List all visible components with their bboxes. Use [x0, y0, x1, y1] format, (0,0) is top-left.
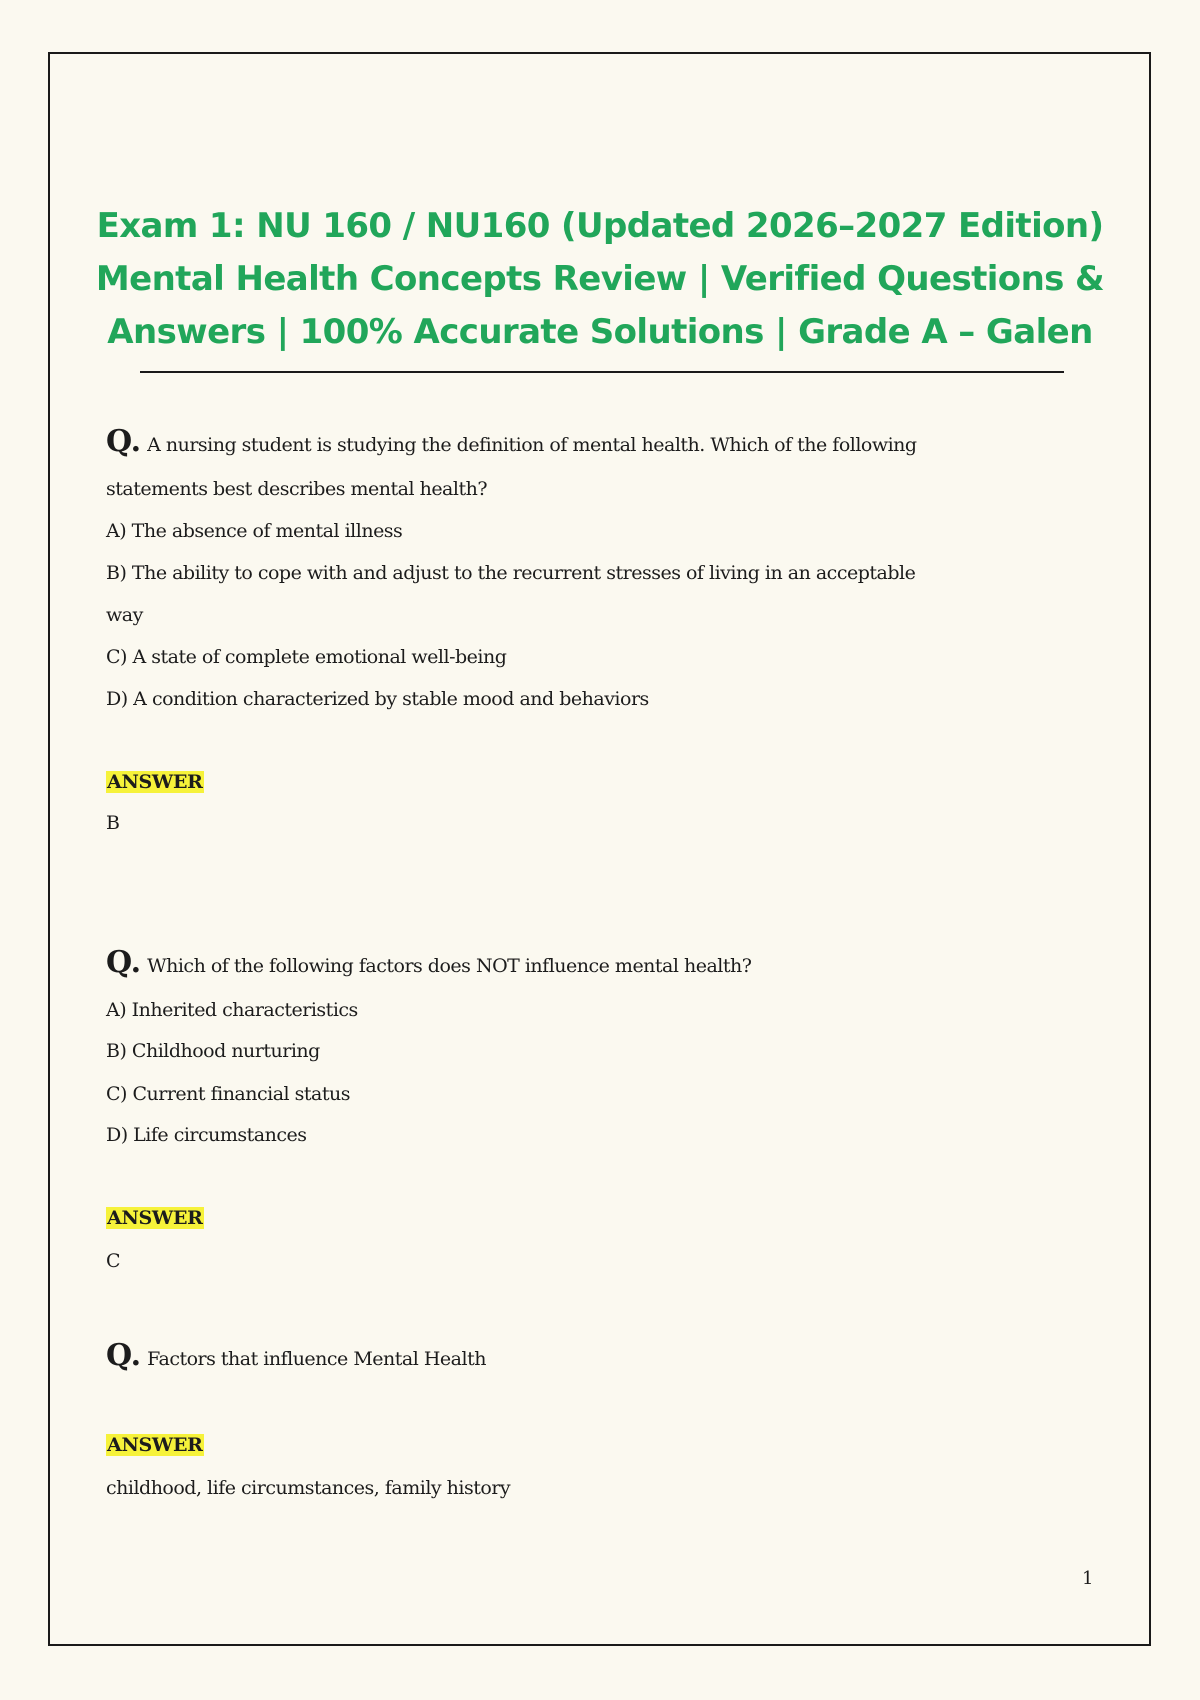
answer-value: B	[106, 812, 120, 834]
answer-label: ANSWER	[107, 771, 203, 793]
title-divider	[140, 371, 1064, 373]
option-b-continued: way	[106, 604, 143, 626]
option-d: D) Life circumstances	[106, 1124, 307, 1146]
title-line: Answers | 100% Accurate Solutions | Grade A – Galen	[107, 312, 1093, 352]
question-marker: Q.	[106, 945, 142, 980]
option-d: D) A condition characterized by stable mood and behaviors	[106, 688, 649, 710]
question-1-stem	[106, 424, 917, 459]
answer-value: C	[106, 1250, 121, 1272]
question-text: statements best describes mental health?	[106, 478, 488, 500]
option-c: C) A state of complete emotional well-being	[106, 646, 507, 668]
answer-label: ANSWER	[107, 1434, 203, 1456]
title-line: Mental Health Concepts Review | Verified Questions &	[95, 259, 1105, 299]
question-text: A nursing student is studying the definition of mental health. Which of the following	[147, 434, 917, 456]
page-number: 1	[1082, 1568, 1094, 1589]
question-text: Factors that influence Mental Health	[147, 1348, 486, 1370]
answer-label: ANSWER	[107, 1207, 203, 1229]
option-a: A) The absence of mental illness	[106, 520, 403, 542]
document-title	[0, 200, 1200, 359]
answer-value: childhood, life circumstances, family history	[106, 1477, 511, 1499]
question-marker: Q.	[106, 424, 142, 459]
question-marker: Q.	[106, 1338, 142, 1373]
question-3-stem	[106, 1338, 486, 1373]
option-a: A) Inherited characteristics	[106, 999, 358, 1021]
option-b: B) The ability to cope with and adjust to the recurrent stresses of living in an acceptable	[106, 562, 916, 584]
question-2-stem	[106, 945, 751, 980]
question-text: Which of the following factors does NOT influence mental health?	[147, 955, 752, 977]
option-c: C) Current financial status	[106, 1083, 350, 1105]
title-line: Exam 1: NU 160 / NU160 (Updated 2026–2027 Edition)	[96, 206, 1104, 246]
option-b: B) Childhood nurturing	[106, 1040, 320, 1062]
